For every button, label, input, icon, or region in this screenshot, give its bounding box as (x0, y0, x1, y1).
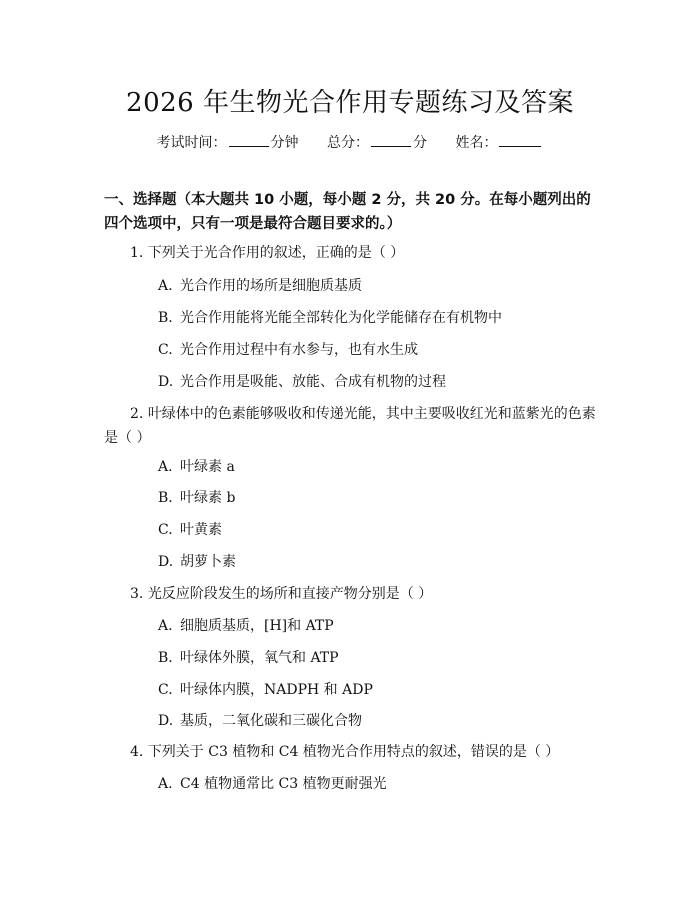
option-text: 叶绿素 a (180, 459, 235, 475)
option-text: 光合作用的场所是细胞质基质 (180, 278, 362, 294)
option-text: 光合作用能将光能全部转化为化学能储存在有机物中 (180, 310, 502, 326)
student-name-label: 姓名： (455, 135, 498, 151)
total-score-blank[interactable] (371, 134, 411, 147)
option-3b[interactable] (158, 648, 339, 668)
option-3c[interactable] (158, 680, 373, 700)
exam-time (157, 132, 299, 152)
option-4a[interactable] (158, 774, 387, 794)
option-letter: A. (158, 776, 173, 792)
question-stem: 下列关于 C3 植物和 C4 植物光合作用特点的叙述，错误的是（ ） (147, 744, 560, 760)
question-4 (104, 740, 604, 764)
question-2 (104, 402, 604, 450)
option-letter: D. (158, 554, 174, 570)
option-2c[interactable] (158, 520, 222, 540)
question-1 (104, 241, 604, 265)
option-letter: B. (158, 310, 173, 326)
total-score-unit: 分 (413, 135, 427, 151)
exam-time-unit: 分钟 (270, 135, 299, 151)
exam-time-blank[interactable] (229, 134, 269, 147)
total-score (327, 132, 427, 152)
question-stem: 下列关于光合作用的叙述，正确的是（ ） (147, 245, 405, 261)
question-number: 2. (130, 406, 144, 422)
option-text: C4 植物通常比 C3 植物更耐强光 (180, 776, 387, 792)
option-text: 基质，二氧化碳和三碳化合物 (180, 713, 362, 729)
option-2b[interactable] (158, 488, 235, 508)
exam-meta (0, 132, 700, 152)
option-letter: D. (158, 374, 174, 390)
page-title: 2026 年生物光合作用专题练习及答案 (126, 88, 574, 118)
option-letter: C. (158, 342, 173, 358)
option-text: 胡萝卜素 (180, 554, 236, 570)
option-text: 光合作用过程中有水参与，也有水生成 (180, 342, 418, 358)
student-name (455, 132, 543, 152)
question-3 (104, 582, 604, 606)
student-name-blank[interactable] (499, 134, 541, 147)
question-number: 3. (130, 586, 144, 602)
option-text: 叶绿体外膜，氧气和 ATP (180, 650, 339, 666)
option-3a[interactable] (158, 616, 334, 636)
option-2a[interactable] (158, 457, 235, 477)
option-letter: A. (158, 459, 173, 475)
option-letter: C. (158, 522, 173, 538)
option-1a[interactable] (158, 276, 362, 296)
question-number: 1. (130, 245, 144, 261)
option-3d[interactable] (158, 711, 362, 731)
section-heading: 一、选择题（本大题共 10 小题，每小题 2 分，共 20 分。在每小题列出的四个选项中，只有一项是最符合题目要求的。） (104, 192, 591, 232)
question-number: 4. (130, 744, 144, 760)
option-text: 光合作用是吸能、放能、合成有机物的过程 (180, 374, 446, 390)
option-text: 叶黄素 (180, 522, 222, 538)
question-stem: 光反应阶段发生的场所和直接产物分别是（ ） (147, 586, 433, 602)
total-score-label: 总分： (327, 135, 369, 151)
option-1c[interactable] (158, 340, 418, 360)
option-1b[interactable] (158, 308, 502, 328)
option-letter: A. (158, 618, 173, 634)
option-letter: A. (158, 278, 173, 294)
option-letter: B. (158, 650, 173, 666)
option-text: 叶绿素 b (180, 490, 236, 506)
option-letter: B. (158, 490, 173, 506)
option-letter: C. (158, 682, 173, 698)
option-text: 叶绿体内膜，NADPH 和 ADP (180, 682, 373, 698)
option-text: 细胞质基质，[H]和 ATP (180, 618, 334, 634)
option-1d[interactable] (158, 372, 446, 392)
option-2d[interactable] (158, 552, 236, 572)
exam-time-label: 考试时间： (156, 135, 227, 151)
question-stem: 叶绿体中的色素能够吸收和传递光能，其中主要吸收红光和蓝紫光的色素是（ ） (104, 406, 596, 446)
option-letter: D. (158, 713, 174, 729)
